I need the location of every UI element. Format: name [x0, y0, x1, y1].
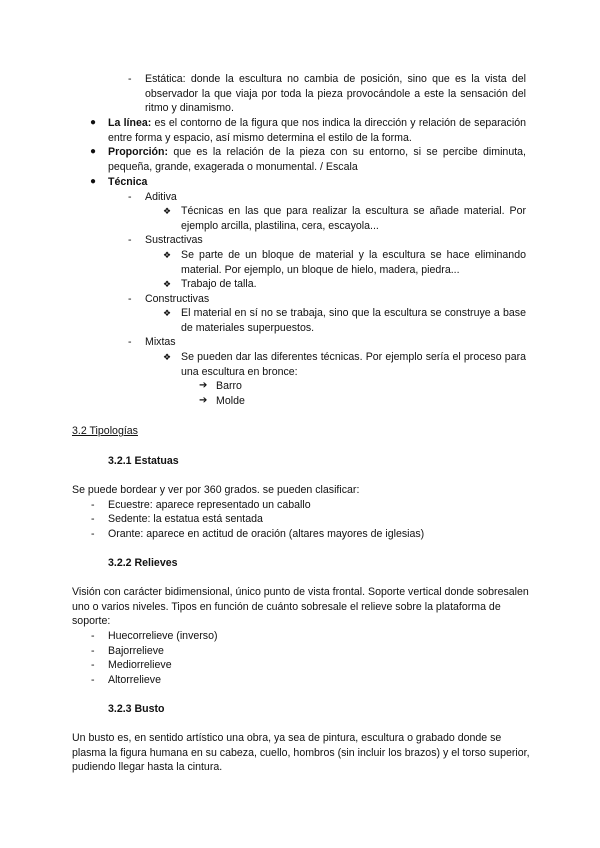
dash-marker: -	[128, 234, 132, 246]
relieves-intro: Visión con carácter bidimensional, único punto de vista frontal. Soporte vertical donde sobresalen uno o varios niveles. Tipos en función de cuánto sobresale el relieve sobre la plataforma de soporte:	[72, 586, 529, 628]
dash-marker: -	[91, 528, 95, 540]
bullet-icon: ●	[90, 117, 97, 128]
sustractivas-text: Se parte de un bloque de material y la escultura se hace eliminando material. Por ejemplo, un bloque de hielo, madera, piedra...	[181, 249, 526, 276]
dash-marker: -	[128, 73, 132, 85]
list-item: Altorrelieve	[108, 674, 161, 686]
list-item: Orante: aparece en actitud de oración (altares mayores de iglesias)	[108, 528, 425, 540]
subsection-heading: 3.2.3 Busto	[108, 703, 165, 715]
linea-label: La línea:	[108, 117, 152, 129]
mixtas-title: Mixtas	[145, 336, 176, 348]
mixtas-text: Se pueden dar las diferentes técnicas. Por ejemplo sería el proceso para una escultura en bronce:	[181, 351, 526, 378]
subsection-heading: 3.2.2 Relieves	[108, 557, 178, 569]
dash-marker: -	[91, 630, 95, 642]
dash-marker: -	[91, 499, 95, 511]
constructivas-title: Constructivas	[145, 293, 210, 305]
list-item: Ecuestre: aparece representado un caballo	[108, 499, 311, 511]
proporcion-label: Proporción:	[108, 146, 169, 158]
list-item: Sedente: la estatua está sentada	[108, 513, 263, 525]
diamond-bullet-icon: ❖	[163, 206, 172, 216]
arrow-right-icon: ➔	[199, 395, 208, 406]
bullet-icon: ●	[90, 146, 97, 157]
sustractivas-title: Sustractivas	[145, 234, 203, 246]
mixtas-step: Barro	[216, 380, 242, 392]
dash-marker: -	[128, 336, 132, 348]
proporcion-text: que es la relación de la pieza con su entorno, si se percibe diminuta, pequeña, grande, exagerada o monumental. / Escala	[108, 146, 526, 173]
bullet-icon: ●	[90, 176, 97, 187]
proporcion-paragraph	[108, 145, 526, 174]
dash-marker: -	[91, 513, 95, 525]
constructivas-text: El material en sí no se trabaja, sino que la escultura se construye a base de materiales superpuestos.	[181, 307, 526, 334]
estatuas-intro: Se puede bordear y ver por 360 grados. se pueden clasificar:	[72, 484, 360, 496]
aditiva-title: Aditiva	[145, 191, 177, 203]
arrow-right-icon: ➔	[199, 380, 208, 391]
list-item: Huecorrelieve (inverso)	[108, 630, 218, 642]
dash-marker: -	[91, 645, 95, 657]
busto-paragraph: Un busto es, en sentido artístico una obra, ya sea de pintura, escultura o grabado donde se plasma la figura humana en su cabeza, cuello, hombros (sin incluir los brazos) y el torso superior, pudiendo llegar hasta la cintura.	[72, 732, 530, 774]
dash-marker: -	[91, 674, 95, 686]
dash-marker: -	[128, 191, 132, 203]
list-item: Mediorrelieve	[108, 659, 172, 671]
dash-marker: -	[91, 659, 95, 671]
aditiva-text: Técnicas en las que para realizar la escultura se añade material. Por ejemplo arcilla, plastilina, cera, escayola...	[181, 205, 526, 232]
tecnica-label: Técnica	[108, 176, 148, 188]
diamond-bullet-icon: ❖	[163, 250, 172, 260]
subsection-heading: 3.2.1 Estatuas	[108, 455, 179, 467]
linea-paragraph	[108, 116, 526, 145]
mixtas-step: Molde	[216, 395, 245, 407]
diamond-bullet-icon: ❖	[163, 279, 172, 289]
sustractivas-talla: Trabajo de talla.	[181, 278, 257, 290]
estatica-paragraph: Estática: donde la escultura no cambia de posición, sino que es la vista del observador la que viaja por toda la pieza provocándole a este la sensación del ritmo y dinamismo.	[145, 73, 526, 115]
diamond-bullet-icon: ❖	[163, 352, 172, 362]
section-heading: 3.2 Tipologías	[72, 425, 138, 437]
list-item: Bajorrelieve	[108, 645, 164, 657]
dash-marker: -	[128, 293, 132, 305]
linea-text: es el contorno de la figura que nos indica la dirección y relación de separación entre forma y espacio, así mismo determina el estilo de la forma.	[108, 117, 526, 144]
diamond-bullet-icon: ❖	[163, 308, 172, 318]
